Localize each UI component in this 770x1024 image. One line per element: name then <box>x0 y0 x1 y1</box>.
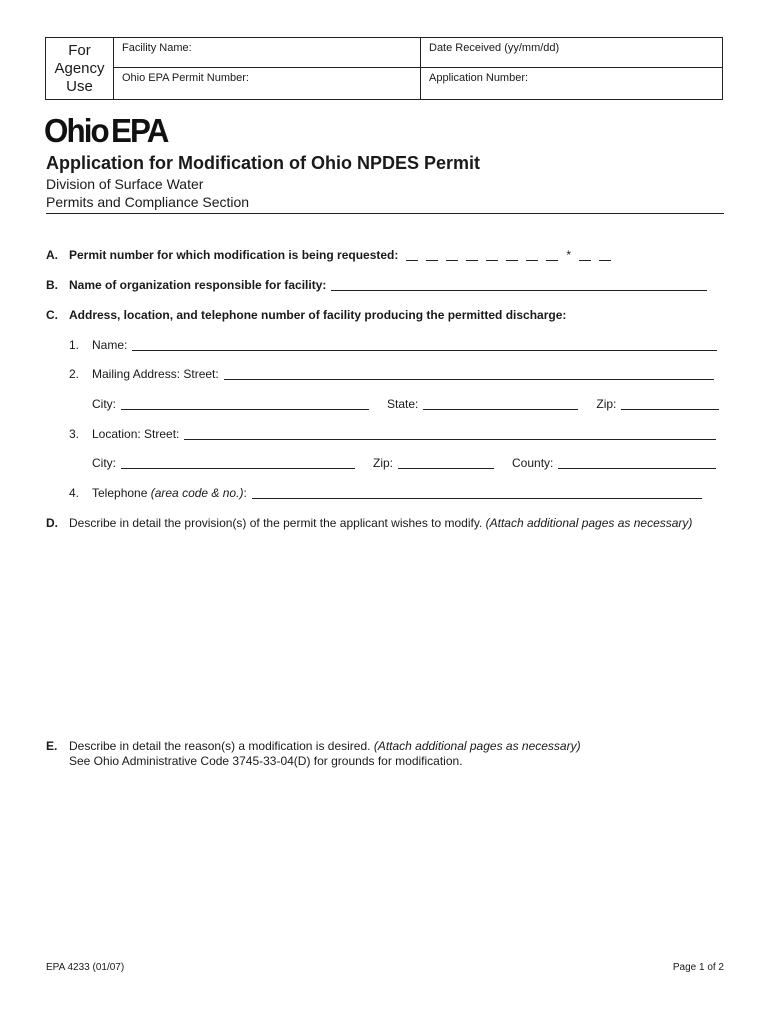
mailing-city-input[interactable] <box>121 408 369 410</box>
form-identifier: EPA 4233 (01/07) <box>46 962 125 973</box>
agency-label-line-3: Use <box>66 77 93 95</box>
permit-digit-8[interactable] <box>546 259 558 261</box>
agency-label-line-2: Agency <box>54 59 105 77</box>
section-c-letter: C. <box>46 308 58 322</box>
permit-number-field[interactable] <box>114 68 420 99</box>
division-name: Division of Surface Water <box>46 176 204 192</box>
section-e-letter: E. <box>46 739 58 753</box>
section-d <box>46 516 692 530</box>
date-received-field[interactable] <box>420 38 722 68</box>
permit-digit-10[interactable] <box>599 259 611 261</box>
section-d-answer-area[interactable] <box>69 536 723 726</box>
mailing-city-row <box>92 397 719 411</box>
section-e-reference: See Ohio Administrative Code 3745-33-04(D) for grounds for modification. <box>69 754 463 768</box>
location-city-row <box>92 456 716 470</box>
item-3-number: 3. <box>69 427 80 441</box>
date-received-label: Date Received (yy/mm/dd) <box>429 42 560 54</box>
agency-use-box <box>45 37 723 100</box>
location-city-input[interactable] <box>121 467 355 469</box>
telephone-row <box>69 486 702 500</box>
section-d-text: Describe in detail the provision(s) of the permit the applicant wishes to modify. <box>69 516 486 530</box>
name-label: Name: <box>92 338 128 352</box>
section-c-text: Address, location, and telephone number of facility producing the permitted discharge: <box>69 308 567 322</box>
mailing-state-label: State: <box>387 397 419 411</box>
logo-text-epa: EPA <box>111 112 168 149</box>
application-number-field[interactable] <box>420 68 722 99</box>
agency-use-label <box>46 38 114 99</box>
location-street-input[interactable] <box>184 438 716 440</box>
section-name: Permits and Compliance Section <box>46 194 250 210</box>
location-street-row <box>69 427 716 441</box>
agency-fields-grid <box>114 38 722 99</box>
form-title: Application for Modification of Ohio NPDES Permit <box>46 153 481 173</box>
section-a-letter: A. <box>46 248 58 262</box>
permit-digit-3[interactable] <box>446 259 458 261</box>
organization-name-input[interactable] <box>331 289 707 291</box>
mailing-zip-label: Zip: <box>596 397 617 411</box>
location-zip-input[interactable] <box>398 467 494 469</box>
section-e-note: (Attach additional pages as necessary) <box>373 739 581 753</box>
mailing-street-label: Mailing Address: Street: <box>92 367 219 381</box>
facility-name-row <box>69 338 717 352</box>
item-4-number: 4. <box>69 486 80 500</box>
permit-digit-4[interactable] <box>466 259 478 261</box>
section-b <box>46 278 707 292</box>
location-county-input[interactable] <box>558 467 716 469</box>
section-d-note: (Attach additional pages as necessary) <box>485 516 693 530</box>
permit-separator: * <box>566 248 572 262</box>
section-b-text: Name of organization responsible for facility: <box>69 278 327 292</box>
permit-digit-2[interactable] <box>426 259 438 261</box>
mailing-street-input[interactable] <box>224 378 714 380</box>
location-city-label: City: <box>92 456 116 470</box>
ohio-epa-logo <box>44 114 171 148</box>
facility-name-label: Facility Name: <box>122 42 192 54</box>
permit-digit-5[interactable] <box>486 259 498 261</box>
permit-digit-6[interactable] <box>506 259 518 261</box>
section-e <box>46 739 581 753</box>
application-number-label: Application Number: <box>429 72 529 84</box>
facility-name-field[interactable] <box>114 38 420 68</box>
section-b-letter: B. <box>46 278 58 292</box>
mailing-zip-input[interactable] <box>621 408 719 410</box>
location-street-label: Location: Street: <box>92 427 180 441</box>
mailing-street-row <box>69 367 714 381</box>
section-e-answer-area[interactable] <box>69 776 723 946</box>
mailing-city-label: City: <box>92 397 116 411</box>
location-zip-label: Zip: <box>373 456 394 470</box>
permit-digit-1[interactable] <box>406 259 418 261</box>
agency-label-line-1: For <box>68 41 91 59</box>
permit-digit-9[interactable] <box>579 259 591 261</box>
item-1-number: 1. <box>69 338 80 352</box>
permit-number-label: Ohio EPA Permit Number: <box>122 72 249 84</box>
permit-number-input[interactable] <box>398 248 611 262</box>
logo-text-ohio: Ohio <box>44 112 108 149</box>
item-2-number: 2. <box>69 367 80 381</box>
section-a <box>46 248 611 262</box>
permit-digit-7[interactable] <box>526 259 538 261</box>
section-e-text: Describe in detail the reason(s) a modification is desired. <box>69 739 374 753</box>
telephone-label-hint: (area code & no.) <box>150 486 244 500</box>
telephone-label-colon: : <box>243 486 247 500</box>
name-input[interactable] <box>132 349 717 351</box>
section-a-text: Permit number for which modification is being requested: <box>69 248 399 262</box>
section-c <box>46 308 566 322</box>
header-divider <box>46 213 724 214</box>
telephone-label: Telephone <box>92 486 151 500</box>
telephone-input[interactable] <box>252 497 702 499</box>
location-county-label: County: <box>512 456 554 470</box>
section-d-letter: D. <box>46 516 58 530</box>
page-number: Page 1 of 2 <box>672 962 724 973</box>
mailing-state-input[interactable] <box>423 408 578 410</box>
